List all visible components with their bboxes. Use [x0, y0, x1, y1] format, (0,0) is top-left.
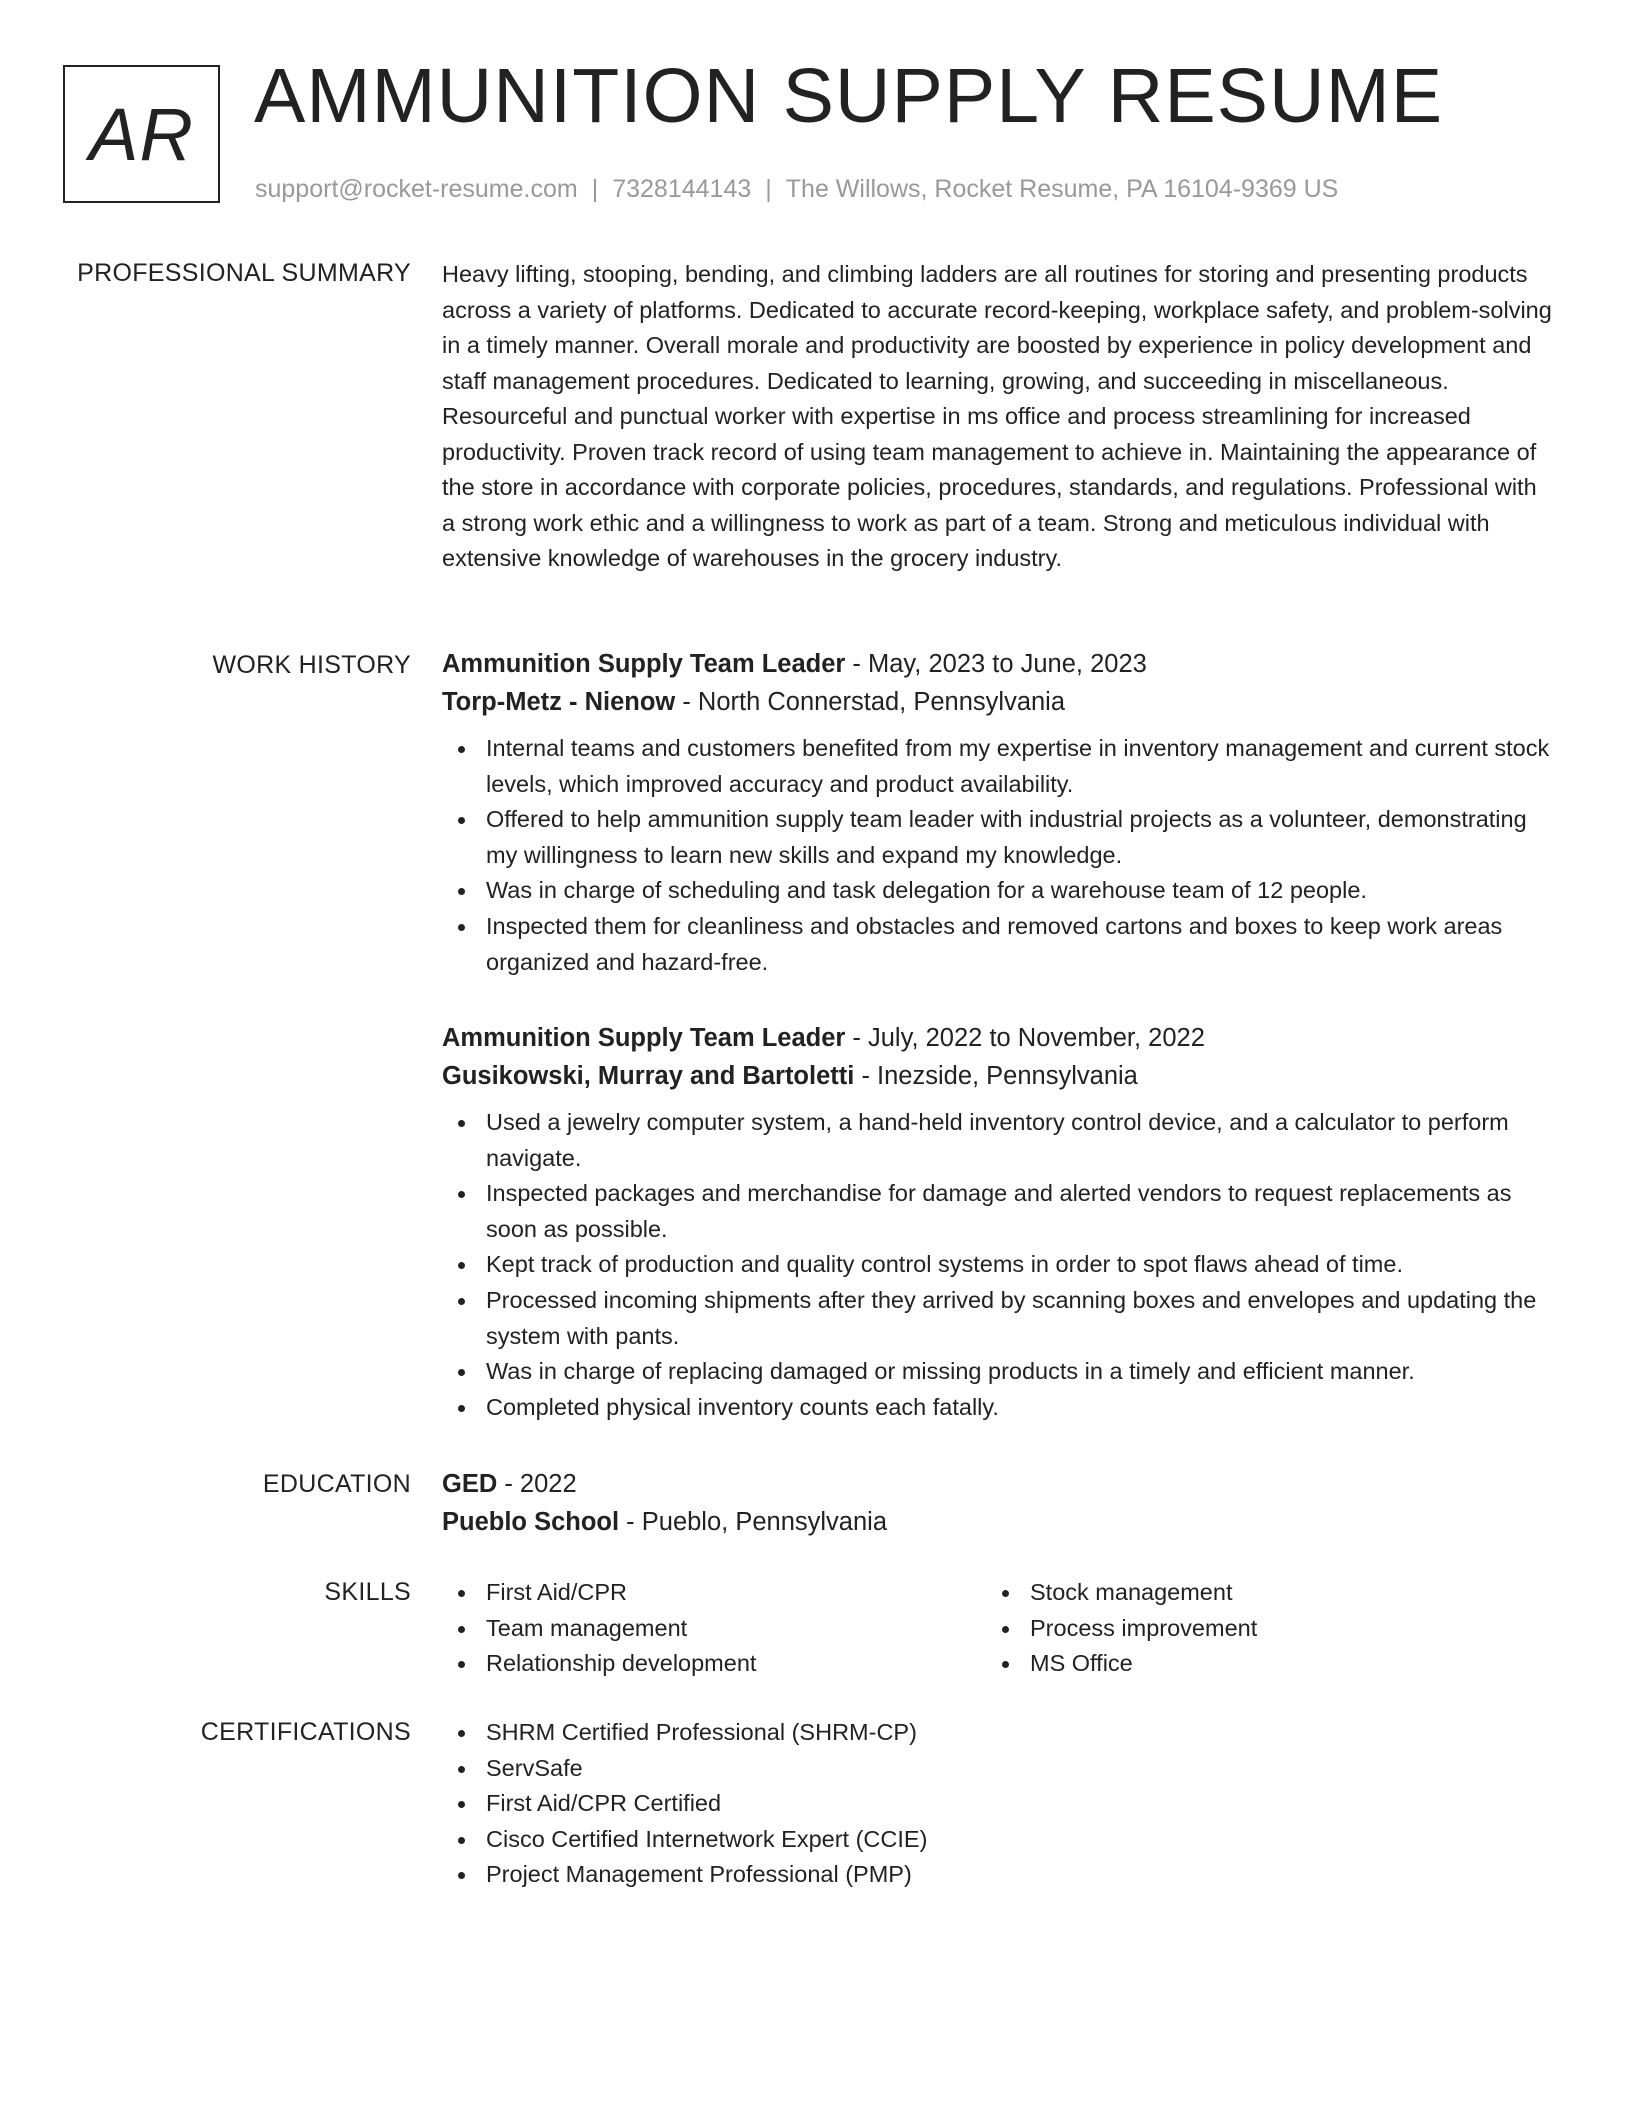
skill-item: First Aid/CPR [486, 1575, 986, 1611]
resume-title: AMMUNITION SUPPLY RESUME [254, 53, 1444, 139]
job-company-line [442, 683, 1552, 721]
skill-item: Stock management [1030, 1575, 1530, 1611]
job-company: Gusikowski, Murray and Bartoletti [442, 1062, 855, 1090]
summary-text: Heavy lifting, stooping, bending, and climbing ladders are all routines for storing and presenting products across a variety of platforms. Dedicated to accurate record-keeping, workplace safety, and problem-solving in a timely manner. Overall morale and productivity are boosted by experience in policy development and staff management procedures. Dedicated to learning, growing, and succeeding in miscellaneous. Resourceful and punctual worker with expertise in ms office and process streamlining for increased productivity. Proven track record of using team management to achieve in. Maintaining the appearance of the store in accordance with corporate policies, procedures, standards, and regulations. Professional with a strong work ethic and a willingness to work as part of a team. Strong and meticulous individual with extensive knowledge of warehouses in the grocery industry. [442, 261, 1552, 571]
section-label-education: EDUCATION [262, 1470, 411, 1498]
job-entry [442, 1019, 1552, 1425]
skills-list [986, 1575, 1530, 1682]
job-title-line [442, 1019, 1552, 1057]
job-title-line [442, 645, 1552, 683]
section-label-work-history: WORK HISTORY [212, 651, 411, 679]
certifications-section [442, 1715, 1552, 1893]
job-bullet: Kept track of production and quality control systems in order to spot flaws ahead of time. [486, 1247, 1552, 1283]
contact-address: The Willows, Rocket Resume, PA 16104-9369 US [785, 175, 1339, 203]
job-bullet: Completed physical inventory counts each fatally. [486, 1390, 1552, 1426]
contact-separator: | [591, 175, 599, 203]
certification-item: SHRM Certified Professional (SHRM-CP) [486, 1715, 1552, 1751]
contact-separator: | [765, 175, 772, 203]
job-bullet: Inspected packages and merchandise for damage and alerted vendors to request replacements as soon as possible. [486, 1176, 1552, 1247]
section-label-summary: PROFESSIONAL SUMMARY [77, 259, 411, 287]
skills-column-right [986, 1575, 1530, 1682]
skills-section [442, 1575, 1552, 1682]
job-entry [442, 645, 1552, 980]
monogram-initials: AR [63, 65, 220, 203]
job-bullet: Used a jewelry computer system, a hand-held inventory control device, and a calculator to perform navigate. [486, 1105, 1552, 1176]
job-bullets [442, 1105, 1552, 1425]
education-entry [442, 1465, 1552, 1541]
skills-list [442, 1575, 986, 1682]
skills-column-left [442, 1575, 986, 1682]
job-bullet: Was in charge of scheduling and task delegation for a warehouse team of 12 people. [486, 873, 1552, 909]
education-school-line [442, 1503, 1552, 1541]
job-bullet: Internal teams and customers benefited from my expertise in inventory management and current stock levels, which improved accuracy and product availability. [486, 731, 1552, 802]
job-bullet: Inspected them for cleanliness and obstacles and removed cartons and boxes to keep work areas organized and hazard-free. [486, 909, 1552, 980]
education-degree: GED [442, 1470, 498, 1498]
job-bullets [442, 731, 1552, 980]
certification-item: First Aid/CPR Certified [486, 1786, 1552, 1822]
education-degree-line [442, 1465, 1552, 1503]
skill-item: MS Office [1030, 1646, 1530, 1682]
job-location: - Inezside, Pennsylvania [854, 1062, 1138, 1090]
contact-line [255, 175, 1338, 204]
skill-item: Team management [486, 1611, 986, 1647]
skill-item: Relationship development [486, 1646, 986, 1682]
job-title: Ammunition Supply Team Leader [442, 650, 846, 678]
certification-item: ServSafe [486, 1751, 1552, 1787]
certification-item: Cisco Certified Internetwork Expert (CCIE) [486, 1822, 1552, 1858]
education-location: - Pueblo, Pennsylvania [619, 1508, 888, 1536]
education-year: - 2022 [497, 1470, 577, 1498]
job-dates: - July, 2022 to November, 2022 [845, 1024, 1205, 1052]
job-bullet: Processed incoming shipments after they arrived by scanning boxes and envelopes and updating the system with pants. [486, 1283, 1552, 1354]
contact-email: support@rocket-resume.com [255, 175, 578, 203]
job-dates: - May, 2023 to June, 2023 [845, 650, 1147, 678]
job-company-line [442, 1057, 1552, 1095]
education-school: Pueblo School [442, 1508, 620, 1536]
job-bullet: Offered to help ammunition supply team leader with industrial projects as a volunteer, demonstrating my willingness to learn new skills and expand my knowledge. [486, 802, 1552, 873]
job-title: Ammunition Supply Team Leader [442, 1024, 846, 1052]
job-location: - North Connerstad, Pennsylvania [675, 688, 1066, 716]
skill-item: Process improvement [1030, 1611, 1530, 1647]
certification-item: Project Management Professional (PMP) [486, 1857, 1552, 1893]
job-company: Torp-Metz - Nienow [442, 688, 676, 716]
certifications-list [442, 1715, 1552, 1893]
section-label-skills: SKILLS [324, 1578, 411, 1606]
job-bullet: Was in charge of replacing damaged or missing products in a timely and efficient manner. [486, 1354, 1552, 1390]
contact-phone: 7328144143 [612, 175, 752, 203]
summary-section [442, 257, 1552, 577]
section-label-certifications: CERTIFICATIONS [200, 1718, 411, 1746]
skills-grid [442, 1575, 1552, 1682]
